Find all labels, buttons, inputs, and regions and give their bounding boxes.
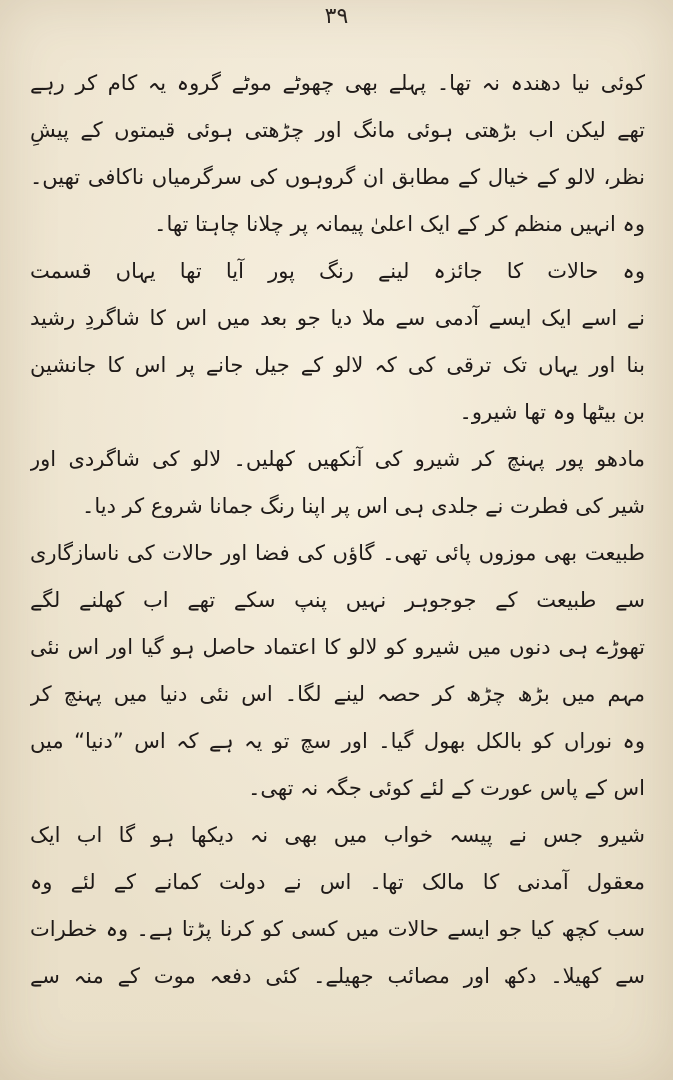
- text-line: شیرو جس نے پیسہ خواب میں بھی نہ دیکھا ہو گا اب ایک: [30, 823, 645, 847]
- text-line: وہ حالات کا جائزہ لینے رنگ پور آیا تھا یہاں قسمت: [30, 259, 645, 283]
- text-line: وہ انہیں منظم کر کے ایک اعلیٰ پیمانہ پر چلانا چاہتا تھا۔: [154, 212, 645, 236]
- page-number: ۳۹: [324, 4, 349, 29]
- text-line: اس کے پاس عورت کے لئے کوئی جگہ نہ تھی۔: [248, 776, 645, 800]
- text-line: مہم میں بڑھ چڑھ کر حصہ لینے لگا۔ اس نئی دنیا میں پہنچ کر: [30, 682, 645, 706]
- text-line: نظر، لالو کے خیال کے مطابق ان گروہوں کی سرگرمیاں ناکافی تھیں۔: [30, 165, 645, 189]
- text-line: بنا اور یہاں تک ترقی کی کہ لالو کے جیل جانے پر اس کا جانشین: [30, 353, 645, 377]
- text-line: بن بیٹھا وہ تھا شیرو۔: [459, 400, 645, 424]
- text-line: کوئی نیا دھندہ نہ تھا۔ پہلے بھی چھوٹے موٹے گروہ یہ کام کر رہے: [30, 71, 645, 95]
- text-line: سے کھیلا۔ دکھ اور مصائب جھیلے۔ کئی دفعہ موت کے منہ سے: [30, 964, 645, 988]
- text-line: مادھو پور پہنچ کر شیرو کی آنکھیں کھلیں۔ لالو کی شاگردی اور: [30, 447, 645, 471]
- text-line: تھوڑے ہی دنوں میں شیرو کو لالو کا اعتماد حاصل ہو گیا اور اس نئی: [30, 635, 645, 659]
- text-line: سب کچھ کیا جو ایسے حالات میں کسی کو کرنا پڑتا ہے۔ وہ خطرات: [30, 917, 645, 941]
- text-line: شیر کی فطرت نے جلدی ہی اس پر اپنا رنگ جمانا شروع کر دیا۔: [82, 494, 645, 518]
- text-line: سے طبیعت کے جوجوہر نہیں پنپ سکے تھے اب کھلنے لگے: [30, 588, 645, 612]
- text-line: نے اسے ایک ایسے آدمی سے ملا دیا جو بعد میں اس کا شاگردِ رشید: [30, 306, 645, 330]
- text-line: معقول آمدنی کا مالک تھا۔ اس نے دولت کمانے کے لئے وہ: [30, 870, 645, 894]
- text-line: وہ نوراں کو بالکل بھول گیا۔ اور سچ تو یہ ہے کہ اس ”دنیا“ میں: [30, 729, 645, 753]
- text-line: طبیعت بھی موزوں پائی تھی۔ گاؤں کی فضا اور حالات کی ناسازگاری: [30, 541, 645, 565]
- text-line: تھے لیکن اب بڑھتی ہوئی مانگ اور چڑھتی ہوئی قیمتوں کے پیشِ: [30, 118, 645, 142]
- body-text: [30, 60, 645, 1000]
